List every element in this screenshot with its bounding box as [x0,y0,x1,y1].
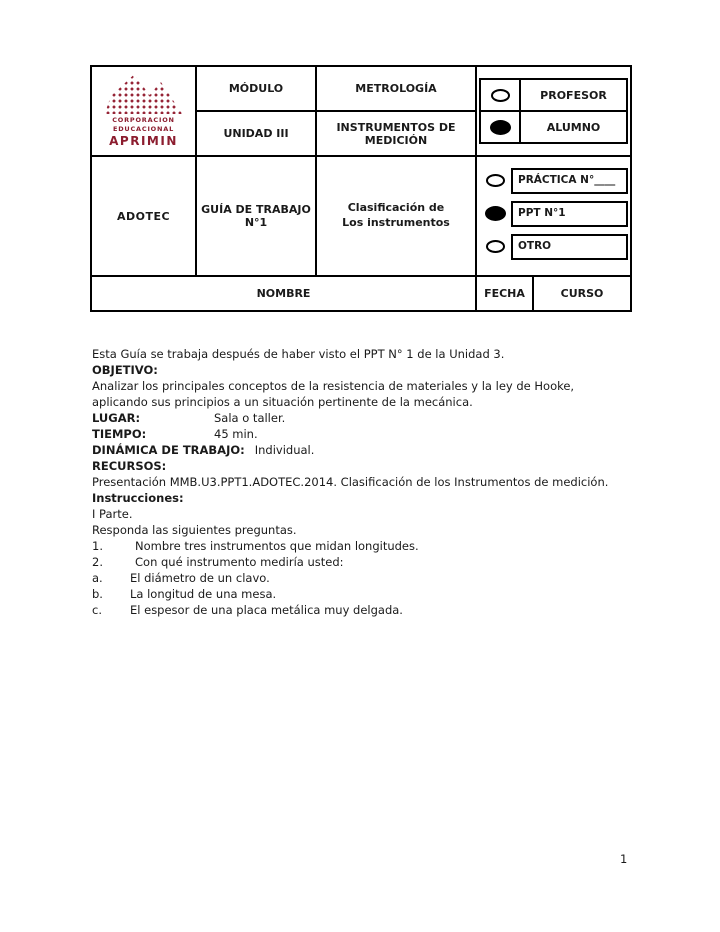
role-checkbox-box [479,78,628,144]
guia-label-cell: GUÍA DE TRABAJO N°1 [196,156,316,276]
document-body [92,346,632,618]
subitem-b [92,586,632,602]
modulo-label-cell: MÓDULO [196,66,316,111]
ppt-label: PPT N°1 [511,201,628,227]
parte-label: I Parte. [92,507,133,521]
header-table [90,65,632,312]
objetivo-heading: OBJETIVO: [92,363,158,377]
question-2-number: 2. [92,555,103,569]
doctype-checkbox-cell [476,156,631,276]
logo-corp-line1: CORPORACION [112,116,175,125]
question-1-text: Nombre tres instrumentos que midan longitudes. [135,539,419,553]
subitem-a [92,570,632,586]
doctype-row-ppt [479,201,628,227]
logo-corp-line2: EDUCACIONAL [112,124,175,133]
role-row-profesor [481,80,626,110]
aprimin-logo [94,74,193,147]
alumno-circle-checkbox[interactable] [490,120,511,135]
subitem-c-letter: c. [92,603,102,617]
subitem-a-letter: a. [92,571,103,585]
alumno-label: ALUMNO [519,112,626,142]
question-2-text: Con qué instrumento mediría usted: [135,555,344,569]
objetivo-paragraph: Analizar los principales conceptos de la resistencia de materiales y la ley de Hooke, aplicando sus principios a un situación pertinente de la mecánica. [92,379,575,409]
subitem-c-text: El espesor de una placa metálica muy delgada. [130,603,403,617]
unidad-value-cell: INSTRUMENTOS DE MEDICIÓN [316,111,476,156]
doctype-row-otro [479,234,628,260]
profesor-circle-checkbox[interactable] [491,89,510,102]
instrucciones-heading: Instrucciones: [92,491,184,505]
guia-value-cell: Clasificación de Los instrumentos [316,156,476,276]
profesor-label: PROFESOR [519,80,626,110]
subitem-b-letter: b. [92,587,103,601]
subitem-a-text: El diámetro de un clavo. [130,571,270,585]
recursos-paragraph: Presentación MMB.U3.PPT1.ADOTEC.2014. Clasificación de los Instrumentos de medición. [92,475,609,489]
question-1 [92,538,632,554]
unidad-label-cell: UNIDAD III [196,111,316,156]
lugar-label: LUGAR: [92,411,141,425]
otro-circle-checkbox[interactable] [486,240,505,253]
question-1-number: 1. [92,539,103,553]
logo-brand-text: APRIMIN [109,133,178,148]
modulo-value-cell: METROLOGÍA [316,66,476,111]
dinamica-value: Individual. [254,443,315,457]
tiempo-value: 45 min. [214,427,258,441]
otro-label: OTRO [511,234,628,260]
practica-circle-checkbox[interactable] [486,174,505,187]
nombre-field-cell: NOMBRE [91,276,476,311]
practica-label: PRÁCTICA N°____ [511,168,628,194]
question-2 [92,554,632,570]
tiempo-row [92,426,632,442]
adotec-cell: ADOTEC [91,156,196,276]
dinamica-row [92,442,632,458]
lugar-value: Sala o taller. [214,411,286,425]
doctype-row-practica [479,168,628,194]
role-row-alumno [481,110,626,142]
recursos-heading: RECURSOS: [92,459,167,473]
lugar-row [92,410,632,426]
aprimin-logo-dots-icon [105,74,183,114]
logo-cell [91,66,196,156]
curso-field-cell: CURSO [533,276,631,311]
intro-paragraph: Esta Guía se trabaja después de haber visto el PPT N° 1 de la Unidad 3. [92,347,505,361]
tiempo-label: TIEMPO: [92,427,147,441]
subitem-c [92,602,632,618]
role-checkbox-cell [476,66,631,156]
dinamica-label: DINÁMICA DE TRABAJO: [92,443,245,457]
fecha-field-cell: FECHA [476,276,533,311]
page-number: 1 [620,852,628,866]
subitem-b-text: La longitud de una mesa. [130,587,277,601]
responda-paragraph: Responda las siguientes preguntas. [92,523,297,537]
ppt-circle-checkbox[interactable] [485,206,506,221]
